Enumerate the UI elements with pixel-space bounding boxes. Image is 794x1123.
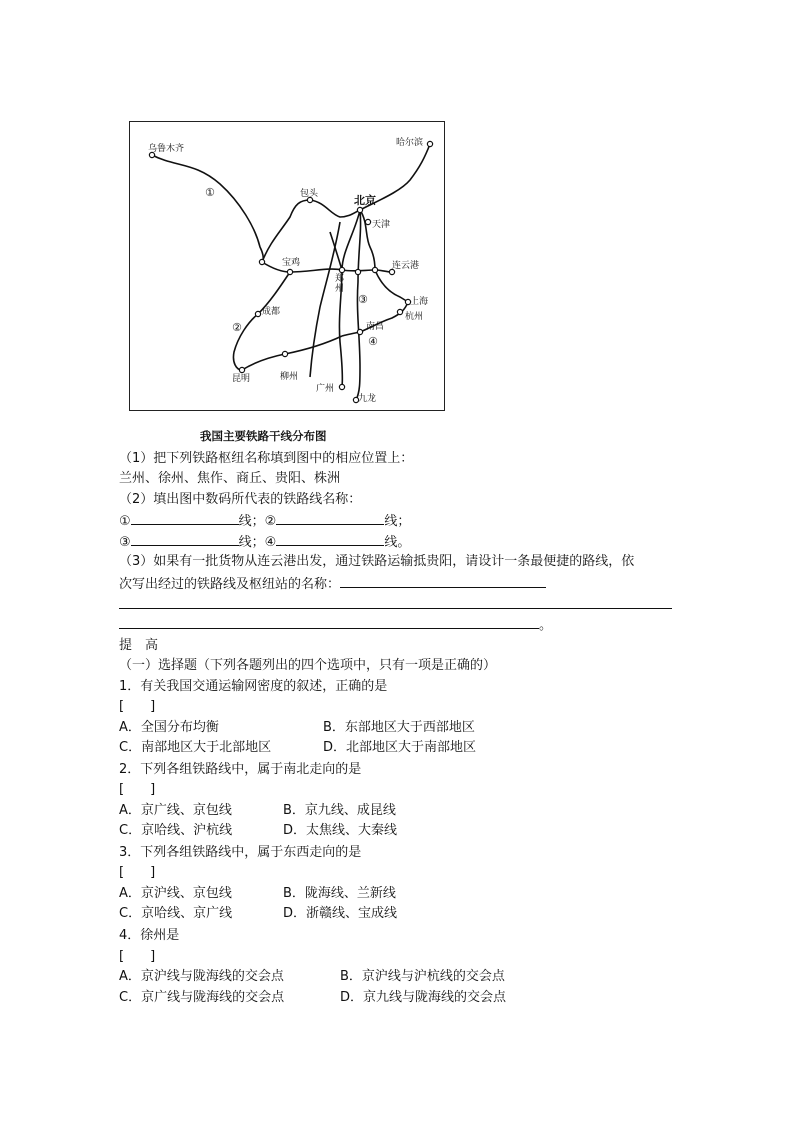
mcq4-option-d[interactable]: D．京九线与陇海线的交会点 [340,990,507,1005]
city-beijing: 北京 [354,194,376,207]
mcq3-option-b[interactable]: B．陇海线、兰新线 [283,886,396,901]
label-4: ④ [368,335,378,348]
city-baotou: 包头 [300,189,319,199]
section-title: 提 高 [119,638,159,653]
answer-blank-1[interactable] [131,511,239,525]
mcq3-option-d[interactable]: D．浙赣线、宝成线 [283,906,398,921]
line-lanxin [152,155,263,262]
mcq3-option-a[interactable]: A．京沪线、京包线 [119,886,232,901]
mcq4-stem: 4．徐州是 [119,928,180,943]
city-guangzhou: 广州 [316,384,335,394]
mcq4-option-a[interactable]: A．京沪线与陇海线的交会点 [119,969,284,984]
line-taijiao [330,232,342,270]
section-subtitle: （一）选择题（下列各题列出的四个选项中，只有一项是正确的） [119,658,497,673]
city-shanghai: 上海 [410,297,429,307]
city-kunming: 昆明 [232,374,251,384]
city-hangzhou: 杭州 [405,312,424,322]
answer-line-route-2[interactable] [119,608,672,609]
q1-prompt: （1）把下列铁路枢纽名称填到图中的相应位置上： [119,451,414,466]
answer-blank-3[interactable] [131,532,239,546]
mcq1-option-d[interactable]: D．北部地区大于南部地区 [323,740,477,755]
mcq4-bracket[interactable]: [ ] [119,949,156,964]
mcq2-option-a[interactable]: A．京广线、京包线 [119,803,232,818]
q2-suffix-1: 线；② [238,514,277,529]
mcq1-option-b[interactable]: B．东部地区大于西部地区 [323,720,475,735]
answer-blank-2[interactable] [276,511,384,525]
label-2: ② [232,321,242,334]
railway-map [129,121,445,411]
q2-label-3: ③ [119,535,131,550]
label-1: ① [205,186,215,199]
q2-row1 [119,511,410,531]
line-xiangqian [242,336,342,370]
city-urumqi: 乌鲁木齐 [148,144,185,154]
city-chengdu: 成都 [262,307,281,317]
line-jiaoliu [310,222,340,377]
q3-last-row [119,615,552,635]
city-harbin: 哈尔滨 [396,138,424,148]
city-jiulong: 九龙 [358,394,377,404]
mcq3-option-c[interactable]: C．京哈线、京广线 [119,906,233,921]
q2-suffix-4: 线。 [384,535,411,550]
answer-blank-route-1[interactable] [340,574,546,588]
city-lianyungang: 连云港 [392,261,420,271]
mcq1-bracket[interactable]: [ ] [119,699,156,714]
answer-blank-4[interactable] [276,532,384,546]
q2-label-1: ① [119,514,131,529]
mcq4-option-b[interactable]: B．京沪线与沪杭线的交会点 [340,969,505,984]
mcq1-option-a[interactable]: A．全国分布均衡 [119,720,219,735]
mcq2-option-c[interactable]: C．京哈线、沪杭线 [119,823,233,838]
q2-suffix-2: 线； [384,514,411,529]
mcq2-bracket[interactable]: [ ] [119,782,156,797]
q2-row2 [119,532,410,552]
q3-end: 。 [539,618,553,633]
label-3: ③ [358,293,368,306]
mcq2-option-b[interactable]: B．京九线、成昆线 [283,803,396,818]
map-caption: 我国主要铁路干线分布图 [200,429,327,443]
answer-line-route-3[interactable] [119,615,539,629]
mcq2-stem: 2．下列各组铁路线中，属于南北走向的是 [119,762,362,777]
q3-text-1: （3）如果有一批货物从连云港出发，通过铁路运输抵贵阳，请设计一条最便捷的路线，依 [119,554,635,569]
mcq2-option-d[interactable]: D．太焦线、大秦线 [283,823,398,838]
city-zhengzhou: 郑 州 [335,274,345,294]
q3-text-2: 次写出经过的铁路线及枢纽站的名称： [119,577,341,592]
q3-row [119,574,546,594]
city-baoji: 宝鸡 [282,258,301,268]
mcq4-option-c[interactable]: C．京广线与陇海线的交会点 [119,990,285,1005]
city-tianjin: 天津 [372,220,391,230]
mcq3-bracket[interactable]: [ ] [119,865,156,880]
mcq3-stem: 3．下列各组铁路线中，属于东西走向的是 [119,845,362,860]
q1-items: 兰州、徐州、焦作、商丘、贵阳、株洲 [119,471,341,486]
city-liuzhou: 柳州 [280,372,299,382]
q2-suffix-3: 线；④ [238,535,277,550]
q2-prompt: （2）填出图中数码所代表的铁路线名称： [119,492,362,507]
mcq1-option-c[interactable]: C．南部地区大于北部地区 [119,740,272,755]
city-nanchang: 南昌 [366,322,385,332]
mcq1-stem: 1．有关我国交通运输网密度的叙述，正确的是 [119,679,388,694]
